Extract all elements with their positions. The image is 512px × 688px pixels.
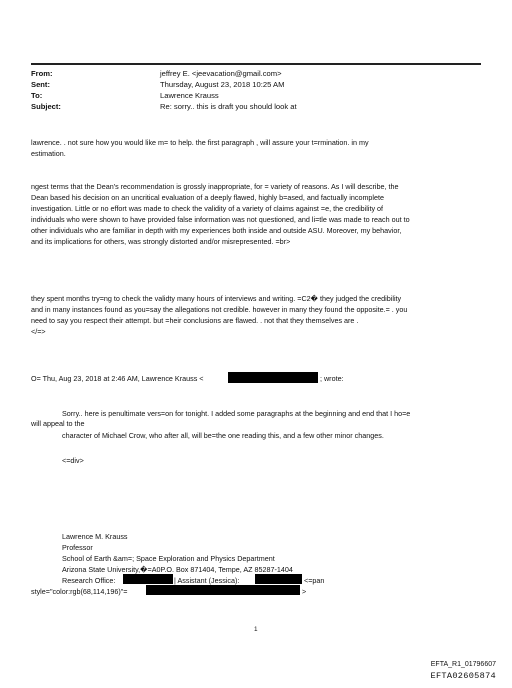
bates-number-small: EFTA_R1_01796607	[430, 661, 496, 668]
page-number: 1	[254, 626, 258, 633]
body-paragraph-3: they spent months try=ng to check the validty many hours of interviews and writing. =C2� they judged the credibility and in many instances found as you=say the allegations not credible. however in many they found the opposite.= . you need to say you respect their attempt. but =heir conclusions are flawed. . not that they themselves are . </=>	[31, 294, 408, 336]
from-label: From:	[31, 69, 53, 78]
quote-attribution-suffix: ; wrote:	[320, 374, 344, 383]
quoted-line-1: Sorry.. here is penultimate vers=on for tonight. I added some paragraphs at the beginning and end that I ho=e	[62, 409, 411, 418]
sent-label: Sent:	[31, 80, 50, 89]
to-label: To:	[31, 91, 43, 100]
quote-attribution-prefix: O= Thu, Aug 23, 2018 at 2:46 AM, Lawrence Krauss <	[31, 374, 204, 383]
from-value: jeffrey E. <jeevacation@gmail.com>	[160, 69, 282, 78]
signature-title: Professor	[62, 543, 93, 552]
signature-research-office-label: Research Office:	[62, 576, 116, 585]
bates-number-large: EFTA02605874	[430, 671, 496, 681]
signature-style-attr: style="color:rgb(68,114,196)"=	[31, 587, 128, 596]
signature-school: School of Earth &am=; Space Exploration and Physics Department	[62, 554, 275, 563]
signature-name: Lawrence M. Krauss	[62, 532, 128, 541]
body-paragraph-1: lawrence. . not sure how you would like m= to help. the first paragraph , will assure your t=rmination. in my estimation.	[31, 138, 369, 158]
div-tag-text: <=div>	[62, 456, 84, 465]
header-top-rule	[31, 63, 481, 65]
to-value: Lawrence Krauss	[160, 91, 219, 100]
quoted-line-3: character of Michael Crow, who after all, will be=the one reading this, and a few other minor changes.	[62, 431, 384, 440]
subject-value: Re: sorry.. this is draft you should look at	[160, 102, 297, 111]
sent-value: Thursday, August 23, 2018 10:25 AM	[160, 80, 285, 89]
redaction-block	[146, 585, 300, 595]
subject-label: Subject:	[31, 102, 61, 111]
signature-assistant-label: | Assistant (Jessica):	[174, 576, 240, 585]
redaction-block	[228, 372, 318, 383]
signature-university: Arizona State University,�=A0P.O. Box 871404, Tempe, AZ 85287-1404	[62, 565, 293, 574]
body-paragraph-2: ngest terms that the Dean's recommendation is grossly inappropriate, for = variety of reasons. As I will describe, the Dean based his decision on an uncritical evaluation of a deeply flawed, highly b=ased, and factually incomplete investigation. Little or no effort was made to check the validity of a variety of claims against =e, the credibility of individuals who were shown to have provided false information was not questioned, and li=tle was made to reach out to other individuals who are familiar in depth with my experiences both inside and outside ASU. Moreover, my behavior, and its implications for others, was strongly distorted and/or misrepresented. =br>	[31, 182, 410, 246]
quoted-line-2: will appeal to the	[31, 419, 85, 428]
redaction-block	[123, 574, 173, 584]
signature-gt-char: >	[302, 587, 307, 596]
signature-pan-tag: <=pan	[304, 576, 325, 585]
redaction-block	[255, 574, 302, 584]
